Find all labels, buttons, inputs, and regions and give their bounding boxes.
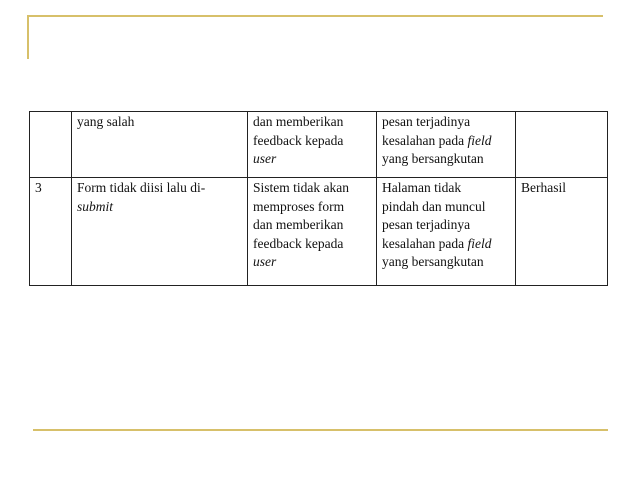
cell-status: Berhasil [516,178,608,286]
cell-line: submit [77,198,114,214]
cell-number [30,112,72,178]
cell-line: yang bersangkutan [382,151,484,166]
cell-line: yang salah [77,114,135,129]
accent-bottom-line [33,429,608,431]
cell-line: Sistem tidak akan [253,180,349,195]
cell-expected [248,112,377,178]
cell-line: kesalahan pada field [382,235,492,251]
cell-scenario [72,112,248,178]
cell-line: yang bersangkutan [382,254,484,269]
table-row [30,112,608,178]
cell-result [377,178,516,286]
test-case-table [29,111,608,286]
cell-line: feedback kepada [253,235,344,251]
cell-line: dan memberikan [253,114,344,129]
cell-line: kesalahan pada field [382,132,492,148]
cell-result [377,112,516,178]
cell-line: Halaman tidak [382,180,462,195]
cell-status [516,112,608,178]
cell-line: dan memberikan [253,217,344,232]
cell-line: feedback kepada [253,132,344,148]
cell-line: pindah dan muncul [382,198,486,214]
cell-line: pesan terjadinya [382,114,471,129]
cell-line: Form tidak diisi lalu di- [77,180,206,195]
accent-left-line [27,15,29,59]
cell-expected [248,178,377,286]
cell-line: user [253,254,277,269]
cell-line: pesan terjadinya [382,217,471,232]
cell-scenario [72,178,248,286]
table-row [30,178,608,286]
cell-number: 3 [30,178,72,286]
accent-top-line [27,15,603,17]
cell-line: user [253,151,277,166]
cell-line: memproses form [253,198,345,214]
